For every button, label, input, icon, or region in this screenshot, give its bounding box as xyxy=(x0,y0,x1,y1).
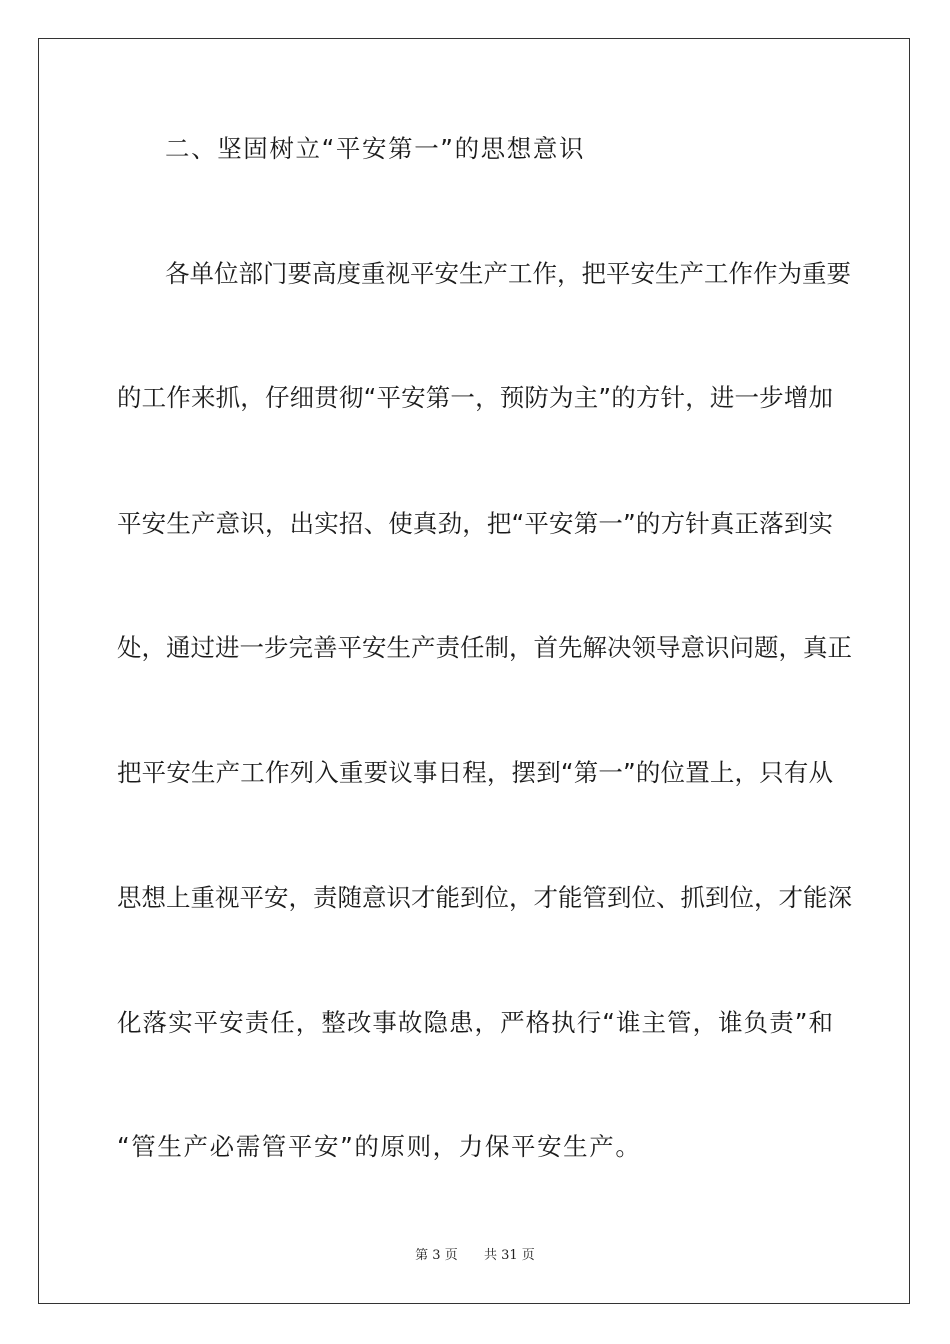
paragraph-line-2: 的工作来抓，仔细贯彻“平安第一，预防为主”的方针，进一步增加 xyxy=(117,383,833,412)
paragraph-line-1: 各单位部门要高度重视平安生产工作，把平安生产工作作为重要 xyxy=(165,259,851,288)
paragraph-line-6: 思想上重视平安，责随意识才能到位，才能管到位、抓到位，才能深 xyxy=(117,883,852,912)
paragraph-line-7: 化落实平安责任，整改事故隐患，严格执行“谁主管，谁负责”和 xyxy=(117,1008,833,1037)
paragraph-line-4: 处，通过进一步完善平安生产责任制，首先解决领导意识问题，真正 xyxy=(117,633,852,662)
total-pages: 共 31 页 xyxy=(484,1248,535,1263)
paragraph-line-5: 把平安生产工作列入重要议事日程，摆到“第一”的位置上，只有从 xyxy=(117,758,833,787)
page-number: 第 3 页 xyxy=(415,1248,458,1263)
paragraph-line-3: 平安生产意识，出实招、使真劲，把“平安第一”的方针真正落到实 xyxy=(117,509,833,538)
page-footer xyxy=(0,1247,950,1265)
paragraph-line-8: “管生产必需管平安”的原则，力保平安生产。 xyxy=(117,1132,642,1161)
section-heading: 二、坚固树立“平安第一”的思想意识 xyxy=(165,134,586,163)
page-border xyxy=(38,38,910,1304)
